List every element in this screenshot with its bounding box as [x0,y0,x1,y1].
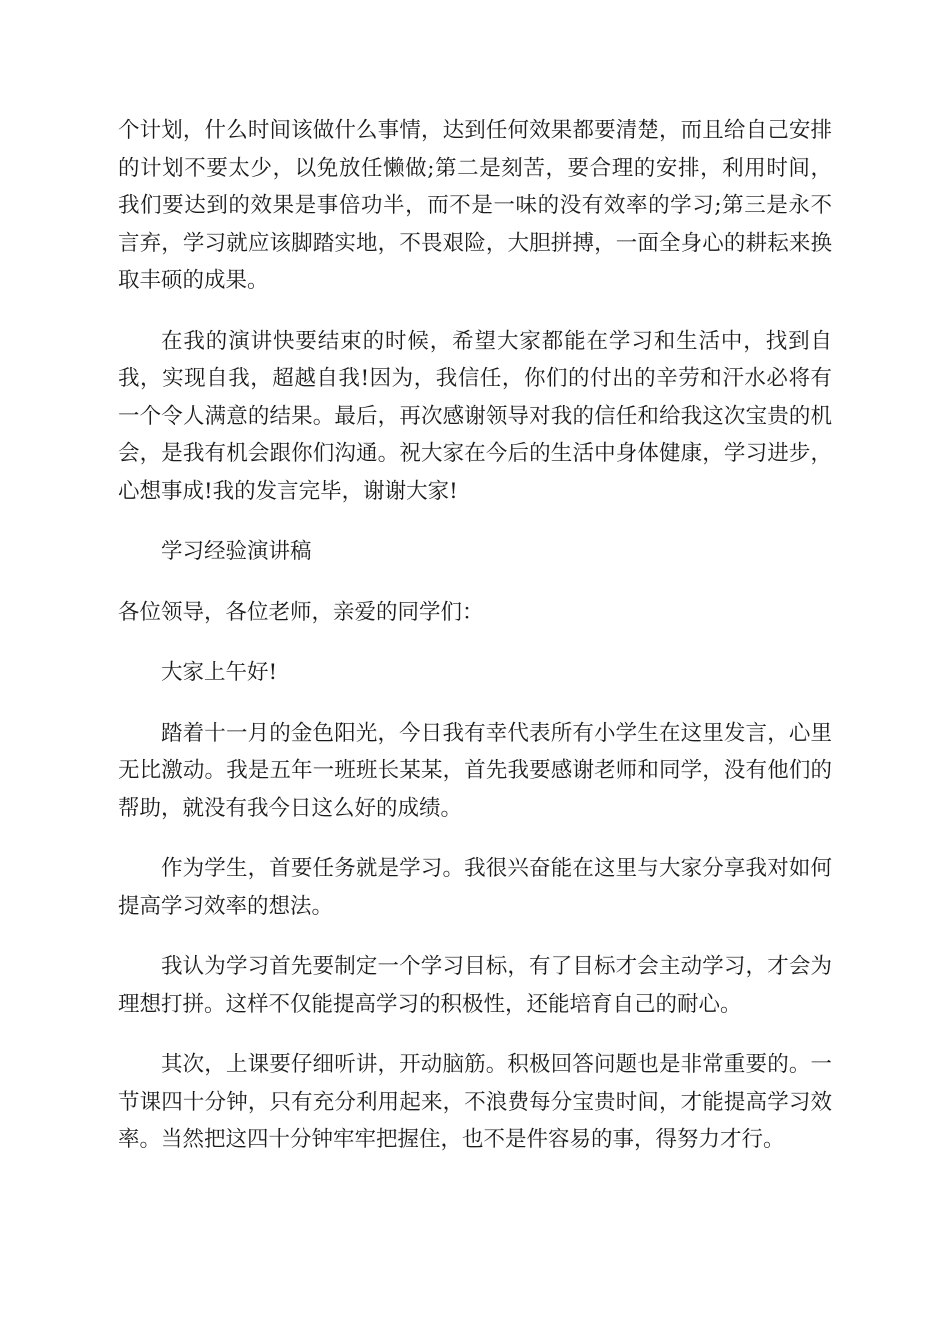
paragraph-closing-remarks: 在我的演讲快要结束的时候，希望大家都能在学习和生活中，找到自我，实现自我，超越自我!因为，我信任，你们的付出的辛劳和汗水必将有一个令人满意的结果。最后，再次感谢领导对我的信任和给我这次宝贵的机会，是我有机会跟你们沟通。祝大家在今后的生活中身体健康，学习进步，心想事成!我的发言完毕，谢谢大家! [118,328,832,504]
paragraph-main-task: 作为学生，首要任务就是学习。我很兴奋能在这里与大家分享我对如何提高学习效率的想法。 [118,856,832,919]
paragraph-continued-plan: 个计划，什么时间该做什么事情，达到任何效果都要清楚，而且给自己安排的计划不要太少，以免放任懒做;第二是刻苦，要合理的安排，利用时间，我们要达到的效果是事倍功半，而不是一味的没有效率的学习;第三是永不言弃，学习就应该脚踏实地，不畏艰险，大胆拼搏，一面全身心的耕耘来换取丰硕的成果。 [118,118,832,293]
paragraph-listen-in-class: 其次，上课要仔细听讲，开动脑筋。积极回答问题也是非常重要的。一节课四十分钟，只有充分利用起来，不浪费每分宝贵时间，才能提高学习效率。当然把这四十分钟牢牢把握住，也不是件容易的事，得努力才行。 [118,1052,832,1152]
document-page [118,112,832,1159]
speech-title: 学习经验演讲稿 [161,539,312,564]
paragraph-set-goals: 我认为学习首先要制定一个学习目标，有了目标才会主动学习，才会为理想打拼。这样不仅能提高学习的积极性，还能培育自己的耐心。 [118,954,832,1017]
paragraph-introduction: 踏着十一月的金色阳光，今日我有幸代表所有小学生在这里发言，心里无比激动。我是五年一班班长某某，首先我要感谢老师和同学，没有他们的帮助，就没有我今日这么好的成绩。 [118,720,832,821]
salutation: 各位领导，各位老师，亲爱的同学们： [118,599,484,625]
greeting: 大家上午好! [161,660,278,685]
